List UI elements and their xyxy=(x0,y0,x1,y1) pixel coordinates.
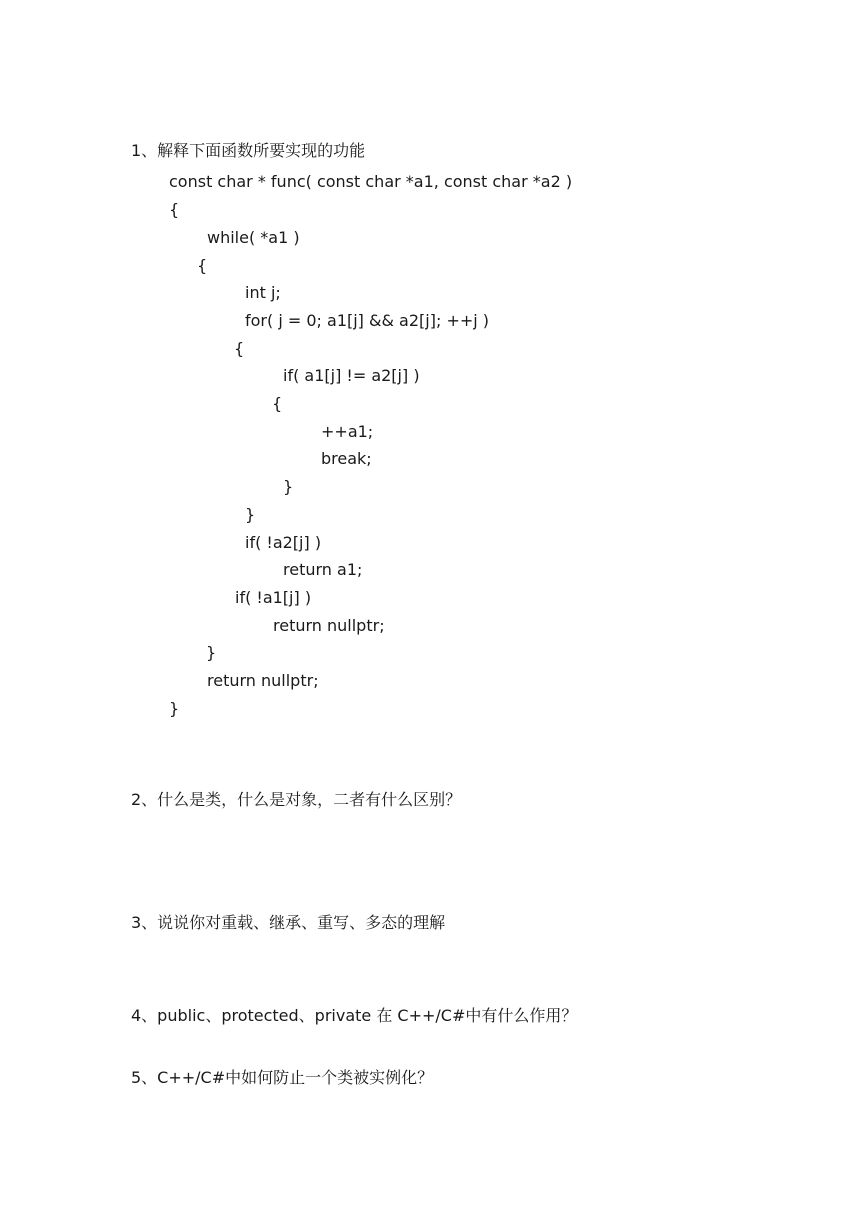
question-2: 2、什么是类，什么是对象，二者有什么区别？ xyxy=(131,790,462,809)
question-5: 5、C++/C#中如何防止一个类被实例化？ xyxy=(131,1068,434,1087)
question-3: 3、说说你对重载、继承、重写、多态的理解 xyxy=(131,913,446,932)
code-line: { xyxy=(169,200,180,219)
code-line: const char * func( const char *a1, const char *a2 ) xyxy=(169,172,573,191)
code-line: { xyxy=(197,256,208,275)
code-line: { xyxy=(272,394,283,413)
code-line: if( !a2[j] ) xyxy=(245,533,322,552)
code-line: return a1; xyxy=(283,560,363,579)
question-1: 1、解释下面函数所要实现的功能 xyxy=(131,141,366,160)
code-line: } xyxy=(206,643,217,662)
code-line: ++a1; xyxy=(321,422,374,441)
code-line: while( *a1 ) xyxy=(207,228,300,247)
code-line: return nullptr; xyxy=(207,671,319,690)
code-line: { xyxy=(234,339,245,358)
code-line: int j; xyxy=(245,283,281,302)
code-line: if( !a1[j] ) xyxy=(235,588,312,607)
code-line: return nullptr; xyxy=(273,616,385,635)
code-line: } xyxy=(169,699,180,718)
code-line: } xyxy=(283,477,294,496)
question-4: 4、public、protected、private 在 C++/C#中有什么作用？ xyxy=(131,1006,578,1025)
code-line: for( j = 0; a1[j] && a2[j]; ++j ) xyxy=(245,311,490,330)
code-line: if( a1[j] != a2[j] ) xyxy=(283,366,420,385)
code-line: break; xyxy=(321,449,372,468)
code-line: } xyxy=(245,505,256,524)
